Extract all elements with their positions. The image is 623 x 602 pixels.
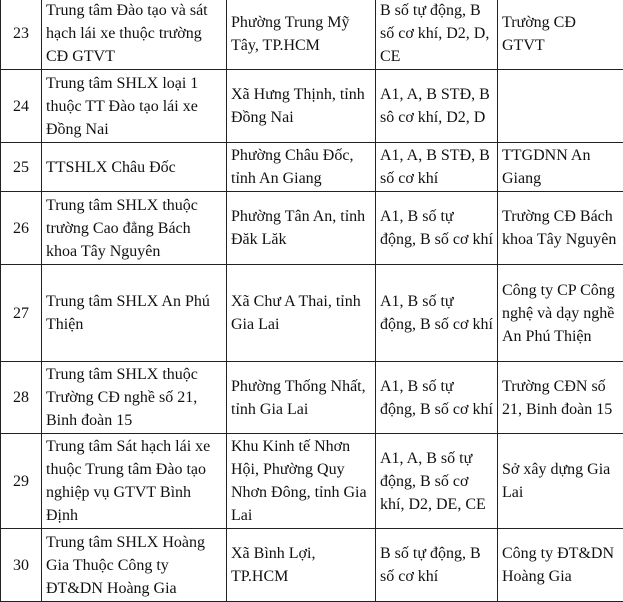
center-name: Trung tâm SHLX loại 1 thuộc TT Đào tạo lái xe Đồng Nai bbox=[42, 70, 227, 143]
center-name: Trung tâm SHLX thuộc trường Cao đẳng Bách khoa Tây Nguyên bbox=[42, 192, 227, 265]
row-number: 25 bbox=[1, 143, 42, 192]
center-name: Trung tâm SHLX An Phú Thiện bbox=[42, 265, 227, 362]
center-name: Trung tâm Đào tạo và sát hạch lái xe thuộc trường CĐ GTVT bbox=[42, 0, 227, 70]
managing-unit: Công ty CP Công nghệ và dạy nghề An Phú Thiện bbox=[498, 265, 623, 362]
row-number: 27 bbox=[1, 265, 42, 362]
table-row bbox=[1, 143, 623, 192]
license-classes: A1, B số tự động, B số cơ khí bbox=[376, 362, 498, 434]
license-classes: A1, B số tự động, B số cơ khí bbox=[376, 192, 498, 265]
managing-unit: Công ty ĐT&DN Hoàng Gia bbox=[498, 529, 623, 602]
table-row bbox=[1, 362, 623, 434]
table-row bbox=[1, 70, 623, 143]
table-row bbox=[1, 434, 623, 529]
center-address: Xã Bình Lợi, TP.HCM bbox=[227, 529, 376, 602]
license-classes: B số tự động, B số cơ khí, D2, D, CE bbox=[376, 0, 498, 70]
center-name: TTSHLX Châu Đốc bbox=[42, 143, 227, 192]
table-row bbox=[1, 529, 623, 602]
row-number: 29 bbox=[1, 434, 42, 529]
table-row bbox=[1, 192, 623, 265]
center-address: Phường Châu Đốc, tỉnh An Giang bbox=[227, 143, 376, 192]
row-number: 23 bbox=[1, 0, 42, 70]
center-name: Trung tâm SHLX thuộc Trường CĐ nghề số 21, Binh đoàn 15 bbox=[42, 362, 227, 434]
center-address: Xã Hưng Thịnh, tỉnh Đồng Nai bbox=[227, 70, 376, 143]
center-address: Phường Tân An, tỉnh Đăk Lăk bbox=[227, 192, 376, 265]
managing-unit: Trường CĐN số 21, Binh đoàn 15 bbox=[498, 362, 623, 434]
license-classes: B số tự động, B số cơ khí bbox=[376, 529, 498, 602]
center-address: Khu Kinh tế Nhơn Hội, Phường Quy Nhơn Đông, tỉnh Gia Lai bbox=[227, 434, 376, 529]
table-row bbox=[1, 0, 623, 70]
center-address: Phường Thống Nhất, tỉnh Gia Lai bbox=[227, 362, 376, 434]
row-number: 30 bbox=[1, 529, 42, 602]
row-number: 28 bbox=[1, 362, 42, 434]
table-row bbox=[1, 265, 623, 362]
managing-unit: Trường CĐ Bách khoa Tây Nguyên bbox=[498, 192, 623, 265]
license-classes: A1, B số tự động, B số cơ khí bbox=[376, 265, 498, 362]
license-classes: A1, A, B số tự động, B số cơ khí, D2, DE, CE bbox=[376, 434, 498, 529]
row-number: 24 bbox=[1, 70, 42, 143]
center-name: Trung tâm SHLX Hoàng Gia Thuộc Công ty ĐT&DN Hoàng Gia bbox=[42, 529, 227, 602]
managing-unit bbox=[498, 70, 623, 143]
license-classes: A1, A, B STĐ, B số cơ khí bbox=[376, 143, 498, 192]
center-address: Xã Chư A Thai, tỉnh Gia Lai bbox=[227, 265, 376, 362]
row-number: 26 bbox=[1, 192, 42, 265]
center-address: Phường Trung Mỹ Tây, TP.HCM bbox=[227, 0, 376, 70]
managing-unit: Sở xây dựng Gia Lai bbox=[498, 434, 623, 529]
managing-unit: TTGDNN An Giang bbox=[498, 143, 623, 192]
center-name: Trung tâm Sát hạch lái xe thuộc Trung tâm Đào tạo nghiệp vụ GTVT Bình Định bbox=[42, 434, 227, 529]
license-classes: A1, A, B STĐ, B sô cơ khí, D2, D bbox=[376, 70, 498, 143]
managing-unit: Trường CĐ GTVT bbox=[498, 0, 623, 70]
